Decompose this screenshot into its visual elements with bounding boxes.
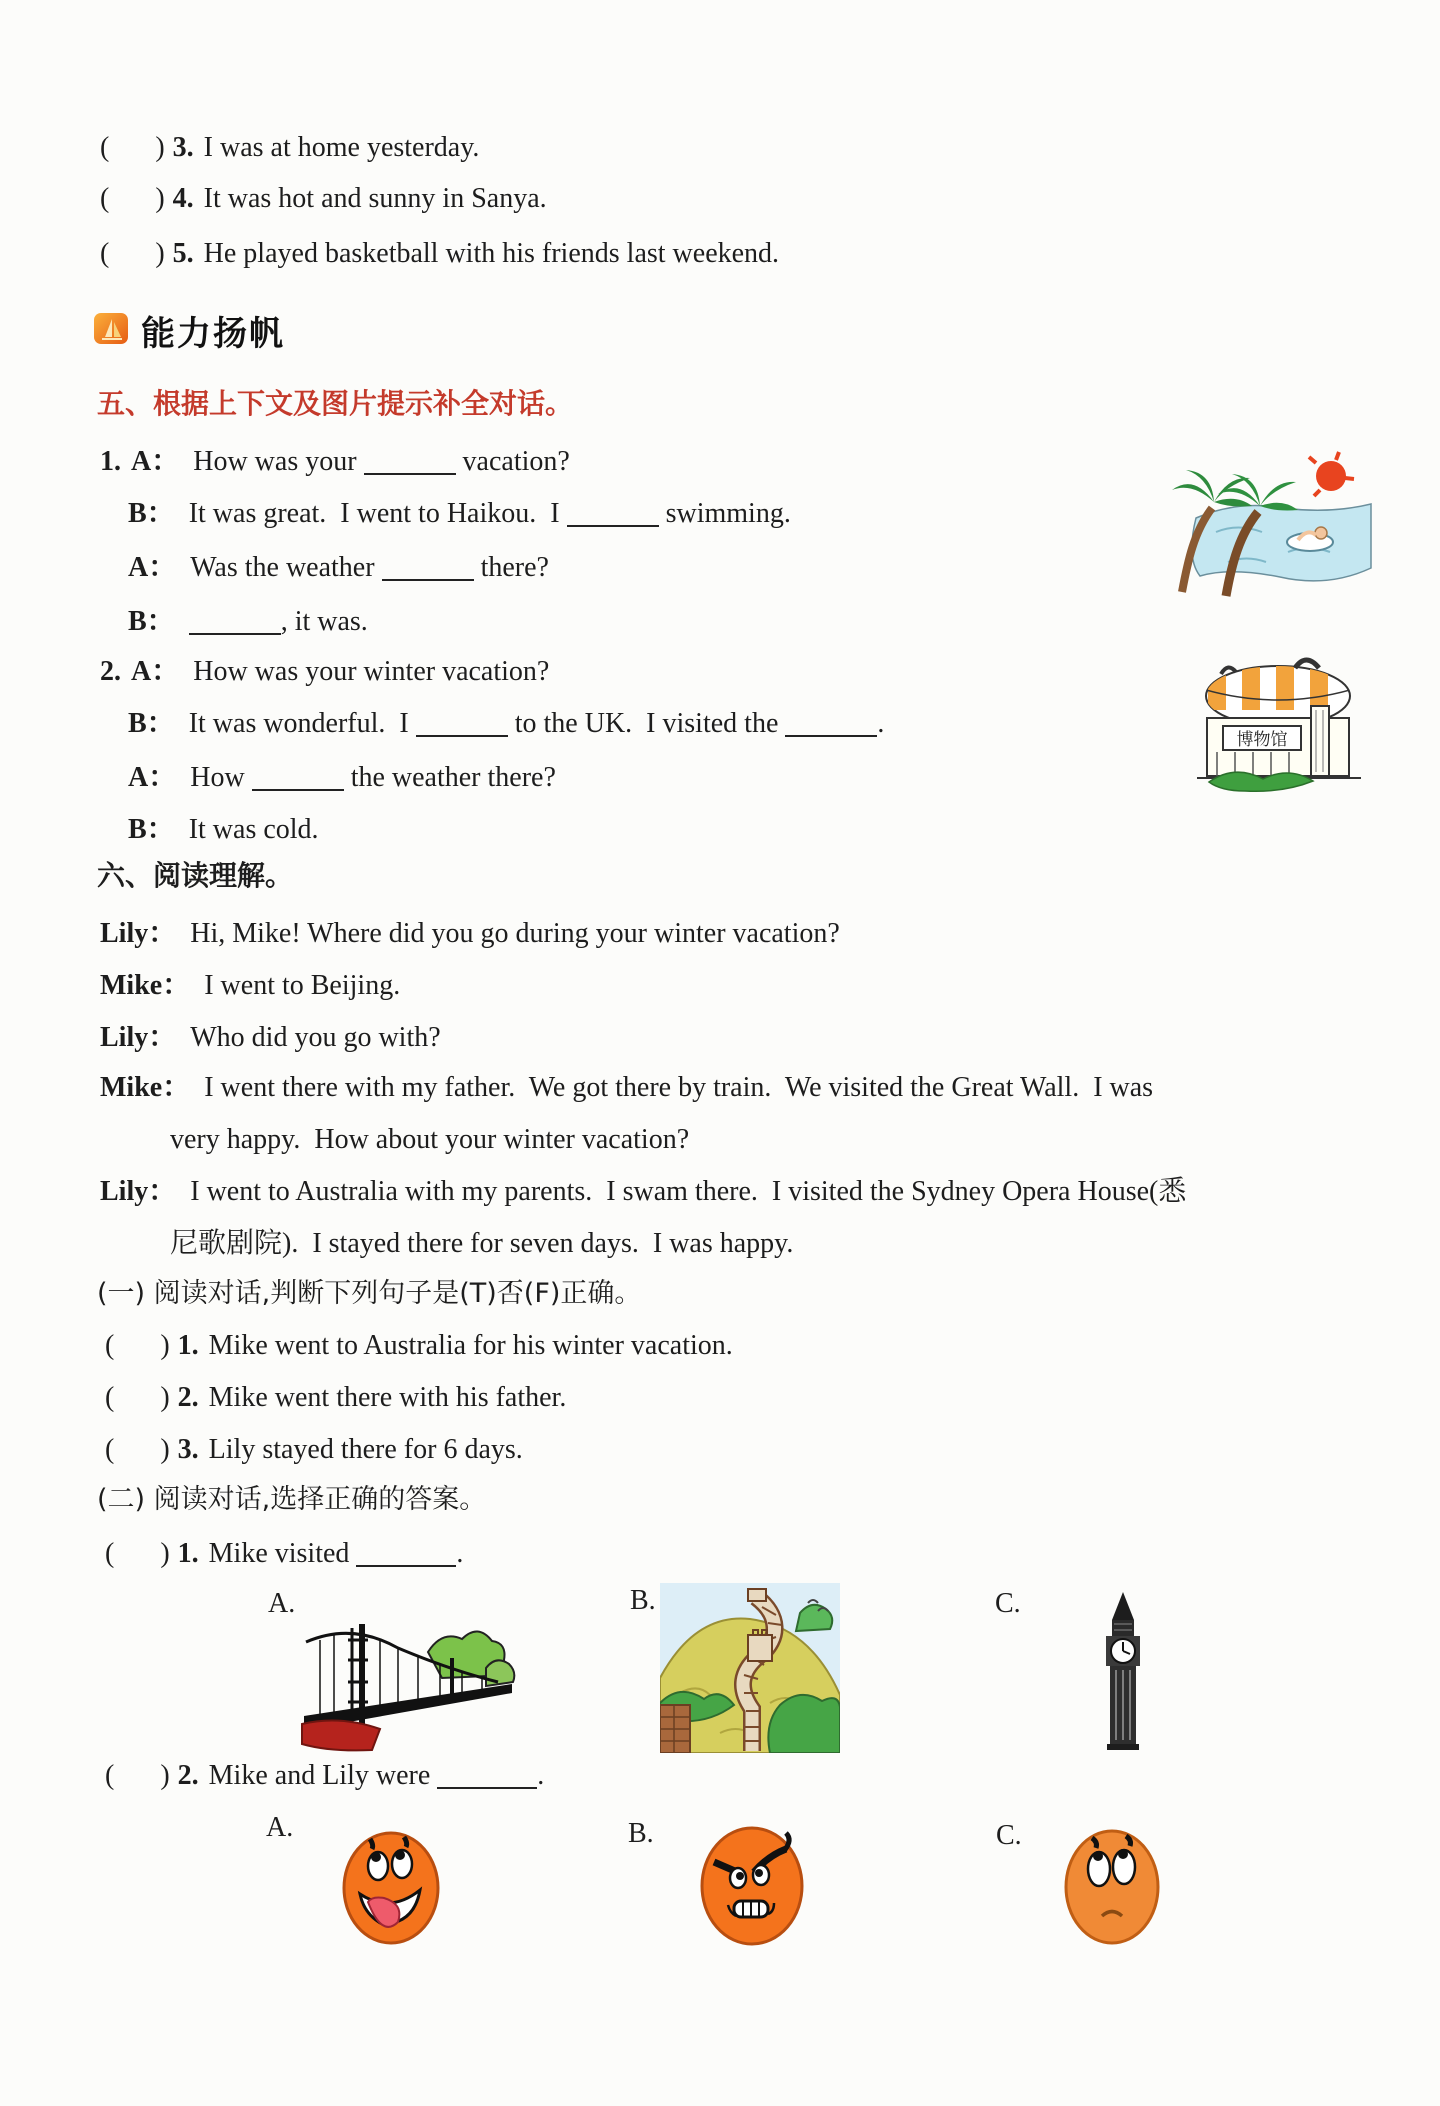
tf-item <box>105 1330 733 1362</box>
dialog-number: 1. <box>100 446 121 477</box>
option-label[interactable]: C. <box>995 1588 1021 1619</box>
happy-face-image <box>340 1826 442 1951</box>
passage-text: I went to Beijing. <box>204 970 401 1001</box>
question-text: . <box>456 1538 464 1569</box>
answer-blank[interactable] <box>437 1765 537 1789</box>
paren-close: ) <box>155 238 165 269</box>
tf-item <box>100 238 779 270</box>
paren-open: ( <box>100 183 110 214</box>
paren-open: ( <box>105 1382 115 1413</box>
paren-close: ) <box>155 132 165 163</box>
item-number: 5. <box>172 238 194 269</box>
dialog-line <box>100 446 570 478</box>
dialog-number: 2. <box>100 656 121 687</box>
tf-item <box>100 183 547 215</box>
option-label[interactable]: A. <box>268 1588 296 1619</box>
passage-line <box>100 918 840 950</box>
museum-building <box>1183 652 1373 799</box>
passage-text: Hi, Mike! Where did you go during your winter vacation? <box>190 918 840 949</box>
dialog-text: vacation? <box>455 446 570 477</box>
speaker-label: Lily： <box>100 1022 177 1053</box>
paren-open: ( <box>105 1538 115 1569</box>
passage-text: I went to Australia with my parents. I swam there. I visited the Sydney Opera House(悉 <box>190 1176 1187 1207</box>
item-number: 1. <box>177 1538 199 1569</box>
sail-badge-icon <box>93 311 131 350</box>
great-wall-image <box>660 1583 840 1758</box>
part6-title: 六、阅读理解。 <box>97 859 294 892</box>
speaker-label: Lily： <box>100 1176 177 1207</box>
paren-open: ( <box>105 1330 115 1361</box>
paren-close: ) <box>160 1538 170 1569</box>
choice-question <box>105 1760 544 1792</box>
question-text: Mike visited <box>208 1538 357 1569</box>
speaker-label: Mike： <box>100 1072 191 1103</box>
section-header-title: 能力扬帆 <box>141 314 285 354</box>
tf-item <box>105 1434 523 1466</box>
option-label[interactable]: B. <box>628 1818 654 1849</box>
paren-close: ) <box>155 183 165 214</box>
passage-line <box>100 970 400 1002</box>
speaker-label: B： <box>128 498 175 529</box>
speaker-label: A： <box>131 656 180 687</box>
question-text: Mike and Lily were <box>208 1760 438 1791</box>
passage-line <box>100 1022 441 1054</box>
dialog-line <box>128 606 368 638</box>
passage-line <box>100 1176 1186 1208</box>
item-number: 3. <box>177 1434 199 1465</box>
tf-item <box>100 132 479 164</box>
paren-close: ) <box>160 1382 170 1413</box>
passage-line <box>170 1228 793 1260</box>
item-number: 4. <box>172 183 194 214</box>
dialog-line <box>128 814 319 846</box>
paren-open: ( <box>100 132 110 163</box>
passage-text: very happy. How about your winter vacation? <box>170 1124 690 1155</box>
dialog-text: How <box>190 762 252 793</box>
golden-gate-bridge-image <box>300 1608 520 1758</box>
dialog-line <box>128 498 791 530</box>
sub1-title: (一) 阅读对话,判断下列句子是(T)否(F)正确。 <box>97 1278 642 1309</box>
paren-open: ( <box>105 1434 115 1465</box>
item-number: 1. <box>177 1330 199 1361</box>
speaker-label: Lily： <box>100 918 177 949</box>
dialog-text: there? <box>473 552 549 583</box>
answer-blank[interactable] <box>189 611 281 635</box>
question-text: . <box>537 1760 545 1791</box>
speaker-label: A： <box>128 762 177 793</box>
worried-face-image <box>1062 1826 1162 1951</box>
dialog-text: the weather there? <box>343 762 556 793</box>
passage-text: 尼歌剧院). I stayed there for seven days. I was happy. <box>170 1228 794 1259</box>
option-label[interactable]: C. <box>996 1820 1022 1851</box>
dialog-text: . <box>877 708 885 739</box>
dialog-text: It was cold. <box>188 814 319 845</box>
dialog-text: Was the weather <box>190 552 382 583</box>
paren-open: ( <box>105 1760 115 1791</box>
dialog-line <box>128 762 556 794</box>
section-header <box>93 306 285 355</box>
speaker-label: A： <box>128 552 177 583</box>
item-text: He played basketball with his friends last weekend. <box>203 238 780 269</box>
item-text: Mike went there with his father. <box>208 1382 567 1413</box>
passage-text: I went there with my father. We got there by train. We visited the Great Wall. I was <box>204 1072 1154 1103</box>
option-label[interactable]: B. <box>630 1585 656 1616</box>
speaker-label: B： <box>128 814 175 845</box>
dialog-text: to the UK. I visited the <box>507 708 786 739</box>
dialog-text: How was your <box>193 446 364 477</box>
speaker-label: Mike： <box>100 970 191 1001</box>
choice-question <box>105 1538 463 1570</box>
item-text: It was hot and sunny in Sanya. <box>203 183 547 214</box>
part5-title: 五、根据上下文及图片提示补全对话。 <box>97 387 574 420</box>
tf-item <box>105 1382 566 1414</box>
answer-blank[interactable] <box>382 557 474 581</box>
speaker-label: B： <box>128 606 175 637</box>
item-number: 3. <box>172 132 194 163</box>
beach-swimming-scene <box>1168 450 1373 605</box>
dialog-text: How was your winter vacation? <box>193 656 550 687</box>
museum-sign-text: 博物馆 <box>1236 730 1288 750</box>
speaker-label: A： <box>131 446 180 477</box>
sub2-title: (二) 阅读对话,选择正确的答案。 <box>97 1484 487 1515</box>
paren-close: ) <box>160 1434 170 1465</box>
dialog-text: , it was. <box>280 606 368 637</box>
paren-close: ) <box>160 1760 170 1791</box>
item-number: 2. <box>177 1760 199 1791</box>
option-label[interactable]: A. <box>266 1812 294 1843</box>
big-ben-tower-image <box>1086 1590 1160 1759</box>
angry-face-image <box>698 1822 806 1953</box>
answer-blank[interactable] <box>567 503 659 527</box>
item-text: Mike went to Australia for his winter vacation. <box>208 1330 733 1361</box>
dialog-text: It was great. I went to Haikou. I <box>188 498 567 529</box>
answer-blank[interactable] <box>364 451 456 475</box>
item-number: 2. <box>177 1382 199 1413</box>
answer-blank[interactable] <box>252 767 344 791</box>
answer-blank[interactable] <box>416 713 508 737</box>
paren-close: ) <box>160 1330 170 1361</box>
dialog-line <box>128 552 549 584</box>
paren-open: ( <box>100 238 110 269</box>
dialog-text: It was wonderful. I <box>188 708 416 739</box>
answer-blank[interactable] <box>356 1543 456 1567</box>
dialog-line <box>128 708 884 740</box>
dialog-text: swimming. <box>658 498 791 529</box>
item-text: Lily stayed there for 6 days. <box>208 1434 523 1465</box>
passage-text: Who did you go with? <box>190 1022 441 1053</box>
answer-blank[interactable] <box>785 713 877 737</box>
dialog-line <box>100 656 549 688</box>
speaker-label: B： <box>128 708 175 739</box>
passage-line <box>170 1124 689 1156</box>
passage-line <box>100 1072 1153 1104</box>
item-text: I was at home yesterday. <box>203 132 480 163</box>
